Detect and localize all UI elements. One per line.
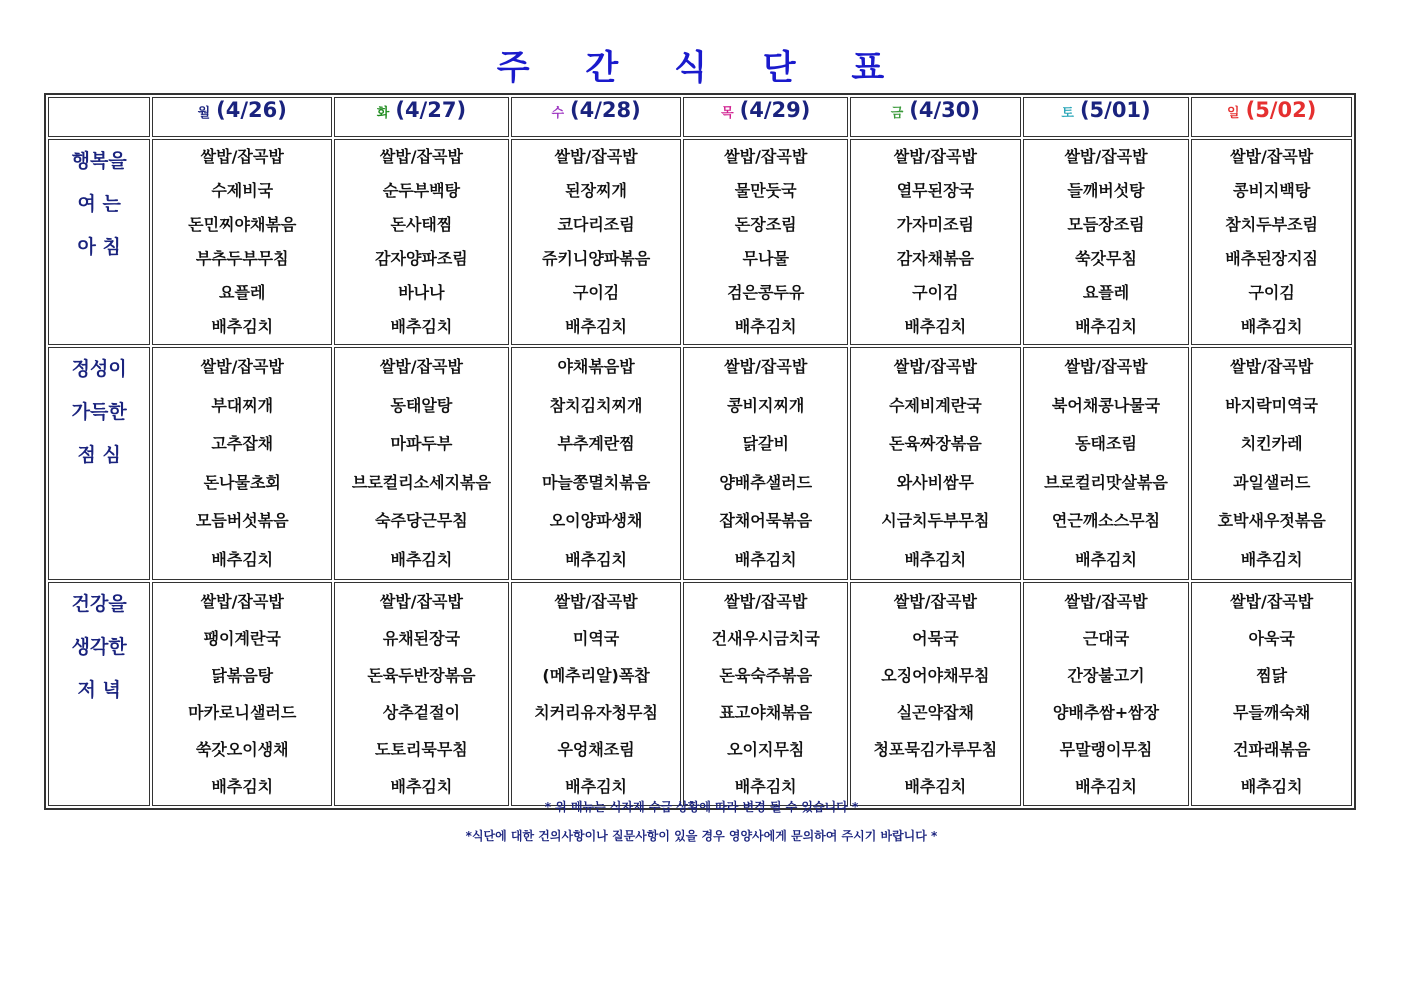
menu-item: 와사비쌈무 xyxy=(896,472,974,492)
menu-item: 배추김치 xyxy=(390,549,453,569)
menu-item: 배추김치 xyxy=(1240,317,1303,336)
weekly-menu-table xyxy=(44,93,1356,810)
meal-label-line: 가득한 xyxy=(71,401,127,423)
day-badge: 수 xyxy=(551,105,564,121)
menu-item: (메추리알)폭찹 xyxy=(542,666,650,685)
menu-item: 쌀밥/잡곡밥 xyxy=(200,147,284,166)
menu-item: 쌀밥/잡곡밥 xyxy=(1230,147,1314,166)
menu-cell xyxy=(334,347,509,580)
day-badge: 일 xyxy=(1227,105,1240,121)
menu-item: 콩비지찌개 xyxy=(727,395,805,415)
menu-item: 간장불고기 xyxy=(1067,666,1145,685)
menu-item: 배추김치 xyxy=(904,549,967,569)
day-header xyxy=(511,97,682,137)
footnote-change-notice: * 위 메뉴는 식자재 수급 상황에 따라 변경 될 수 있습니다 * xyxy=(544,800,859,814)
menu-item: 쌀밥/잡곡밥 xyxy=(893,147,977,166)
footnote-inquiry-notice: *식단에 대한 건의사항이나 질문사항이 있을 경우 영양사에게 문의하여 주시기 바랍니다 * xyxy=(465,829,938,843)
menu-cell xyxy=(683,347,848,580)
menu-item: 숙주당근무침 xyxy=(375,511,468,530)
menu-item: 쌀밥/잡곡밥 xyxy=(1064,147,1148,166)
menu-item: 미역국 xyxy=(572,629,620,648)
menu-cell xyxy=(850,347,1021,580)
menu-item: 청포묵김가루무침 xyxy=(873,740,998,759)
meal-label xyxy=(48,139,150,345)
menu-item: 돈육숙주볶음 xyxy=(719,666,813,685)
menu-cell xyxy=(511,139,682,345)
menu-item: 우엉채조림 xyxy=(557,740,635,759)
menu-item: 시금치두부무침 xyxy=(881,511,990,530)
menu-item: 모듬버섯볶음 xyxy=(195,511,289,530)
menu-item: 코다리조림 xyxy=(557,215,635,234)
menu-item: 열무된장국 xyxy=(896,181,974,200)
menu-cell xyxy=(1023,582,1190,806)
menu-item: 야채볶음밥 xyxy=(557,357,635,376)
menu-cell xyxy=(850,582,1021,806)
menu-item: 마파두부 xyxy=(390,434,453,453)
menu-cell xyxy=(152,139,332,345)
menu-item: 배추김치 xyxy=(1075,549,1137,569)
menu-item: 구이김 xyxy=(912,283,959,302)
menu-item: 무말랭이무침 xyxy=(1059,740,1153,759)
menu-item: 물만둣국 xyxy=(734,181,797,200)
menu-item: 쌀밥/잡곡밥 xyxy=(1064,592,1148,611)
day-header-sunday xyxy=(1191,97,1352,137)
menu-item: 배추된장지짐 xyxy=(1225,249,1319,268)
meal-label-line: 건강을 xyxy=(71,593,127,615)
menu-item: 수제비국 xyxy=(211,181,274,200)
menu-item: 배추김치 xyxy=(734,777,797,796)
day-date: (4/27) xyxy=(395,98,467,122)
menu-cell xyxy=(1191,139,1352,345)
day-header xyxy=(152,97,332,137)
menu-item: 아욱국 xyxy=(1248,629,1295,648)
header-row xyxy=(48,97,1352,137)
meal-row xyxy=(48,347,1352,580)
menu-item: 상추겉절이 xyxy=(382,703,461,722)
menu-item: 배추김치 xyxy=(390,777,453,796)
day-header xyxy=(683,97,848,137)
menu-item: 어묵국 xyxy=(912,629,959,648)
meal-label-line: 여 는 xyxy=(77,193,121,215)
menu-item: 건파래볶음 xyxy=(1233,740,1311,759)
menu-item: 부추두부무침 xyxy=(195,249,289,268)
menu-item: 참치김치찌개 xyxy=(549,395,643,415)
menu-item: 닭갈비 xyxy=(742,434,789,453)
menu-item: 치커리유자청무침 xyxy=(534,703,658,722)
menu-cell xyxy=(152,347,332,580)
menu-item: 과일샐러드 xyxy=(1233,472,1311,492)
menu-item: 치킨카레 xyxy=(1240,434,1303,453)
menu-item: 모듬장조림 xyxy=(1067,215,1145,234)
menu-item: 배추김치 xyxy=(1075,317,1137,336)
page-title: 주 간 식 단 표 xyxy=(496,48,907,88)
menu-item: 오이양파생채 xyxy=(549,511,643,530)
menu-item: 쌀밥/잡곡밥 xyxy=(1064,357,1148,376)
menu-item: 쌀밥/잡곡밥 xyxy=(1230,357,1314,376)
menu-item: 배추김치 xyxy=(1075,777,1137,796)
menu-item: 바지락미역국 xyxy=(1225,395,1319,415)
menu-item: 배추김치 xyxy=(211,777,274,796)
menu-item: 배추김치 xyxy=(211,317,274,336)
menu-item: 쌀밥/잡곡밥 xyxy=(893,357,977,376)
menu-item: 양배추샐러드 xyxy=(719,472,813,492)
menu-item: 고추잡채 xyxy=(211,434,274,453)
menu-item: 돈장조림 xyxy=(734,215,797,234)
menu-item: 부추계란찜 xyxy=(557,434,635,453)
menu-item: 동태알탕 xyxy=(390,395,453,415)
menu-item: 브로컬리소세지볶음 xyxy=(351,472,491,492)
menu-item: 동태조림 xyxy=(1075,434,1137,453)
menu-item: 쌀밥/잡곡밥 xyxy=(379,147,463,166)
menu-item: 배추김치 xyxy=(1240,549,1303,569)
menu-item: 쌀밥/잡곡밥 xyxy=(379,592,463,611)
menu-item: 배추김치 xyxy=(565,317,627,336)
menu-item: 쌀밥/잡곡밥 xyxy=(724,357,808,376)
menu-cell xyxy=(334,139,509,345)
menu-item: 쌀밥/잡곡밥 xyxy=(724,147,808,166)
menu-item: 근대국 xyxy=(1082,629,1130,648)
menu-item: 부대찌개 xyxy=(211,395,274,415)
menu-item: 배추김치 xyxy=(390,317,453,336)
menu-item: 도토리묵무침 xyxy=(375,740,468,759)
menu-cell xyxy=(1191,347,1352,580)
menu-item: 팽이계란국 xyxy=(203,629,281,648)
menu-cell xyxy=(1023,139,1190,345)
menu-item: 감자양파조림 xyxy=(375,249,468,268)
menu-item: 쌀밥/잡곡밥 xyxy=(893,592,977,611)
menu-item: 돈나물초회 xyxy=(203,472,281,492)
menu-item: 무나물 xyxy=(742,249,789,268)
menu-item: 연근깨소스무침 xyxy=(1051,511,1161,530)
menu-cell xyxy=(850,139,1021,345)
menu-item: 순두부백탕 xyxy=(382,181,461,200)
menu-item: 오이지무침 xyxy=(727,740,805,759)
menu-item: 쥬키니양파볶음 xyxy=(541,249,651,268)
day-badge: 금 xyxy=(890,105,904,121)
menu-item: 된장찌개 xyxy=(565,181,627,200)
day-header xyxy=(334,97,509,137)
menu-item: 배추김치 xyxy=(734,549,797,569)
menu-item: 실곤약잡채 xyxy=(896,703,974,722)
menu-item: 쑥갓무침 xyxy=(1075,249,1137,268)
meal-label xyxy=(48,347,150,580)
menu-item: 구이김 xyxy=(1248,283,1295,302)
menu-item: 무들깨숙채 xyxy=(1233,703,1311,722)
meal-label xyxy=(48,582,150,806)
menu-item: 표고야채볶음 xyxy=(719,703,813,722)
menu-item: 돈민찌야채볶음 xyxy=(188,215,297,234)
menu-item: 배추김치 xyxy=(904,317,967,336)
menu-item: 쑥갓오이생채 xyxy=(195,740,289,759)
menu-item: 쌀밥/잡곡밥 xyxy=(379,357,463,376)
day-date: (4/26) xyxy=(216,98,287,122)
day-badge: 월 xyxy=(197,105,211,121)
menu-cell xyxy=(683,139,848,345)
menu-item: 돈육짜장볶음 xyxy=(888,434,982,453)
menu-item: 배추김치 xyxy=(904,777,967,796)
menu-item: 검은콩두유 xyxy=(727,283,805,302)
menu-item: 쌀밥/잡곡밥 xyxy=(200,592,284,611)
menu-item: 수제비계란국 xyxy=(888,395,982,415)
menu-cell xyxy=(1023,347,1190,580)
day-date: (4/30) xyxy=(909,98,980,122)
meal-row xyxy=(48,139,1352,345)
menu-item: 닭볶음탕 xyxy=(211,666,274,685)
menu-item: 오징어야채무침 xyxy=(881,666,990,685)
day-badge: 토 xyxy=(1061,105,1074,121)
menu-item: 배추김치 xyxy=(565,777,627,796)
menu-item: 마늘쫑멸치볶음 xyxy=(541,472,651,492)
menu-cell xyxy=(152,582,332,806)
menu-item: 쌀밥/잡곡밥 xyxy=(724,592,808,611)
day-header xyxy=(850,97,1021,137)
menu-item: 배추김치 xyxy=(734,317,797,336)
menu-item: 구이김 xyxy=(572,283,620,302)
menu-item: 돈사태찜 xyxy=(390,215,453,234)
day-date: (5/01) xyxy=(1079,98,1151,122)
menu-item: 쌀밥/잡곡밥 xyxy=(200,357,284,376)
menu-item: 바나나 xyxy=(398,283,445,302)
menu-cell xyxy=(511,582,682,806)
menu-item: 잡채어묵볶음 xyxy=(719,511,813,530)
menu-item: 요플레 xyxy=(219,283,266,302)
meal-label-line: 생각한 xyxy=(71,636,127,658)
menu-item: 북어채콩나물국 xyxy=(1051,395,1161,415)
menu-item: 들깨버섯탕 xyxy=(1067,181,1145,200)
corner-cell xyxy=(48,97,150,137)
meal-label-line: 정성이 xyxy=(71,358,127,380)
day-date: (5/02) xyxy=(1245,98,1317,122)
day-badge: 화 xyxy=(376,105,390,121)
meal-label-line: 아 침 xyxy=(77,236,121,258)
menu-cell xyxy=(683,582,848,806)
day-header xyxy=(1023,97,1190,137)
menu-item: 호박새우젓볶음 xyxy=(1217,511,1326,530)
menu-item: 쌀밥/잡곡밥 xyxy=(554,592,638,611)
meal-label-line: 저 녁 xyxy=(77,679,121,701)
day-date: (4/29) xyxy=(739,98,811,122)
menu-item: 건새우시금치국 xyxy=(711,629,820,648)
menu-cell xyxy=(334,582,509,806)
meal-label-line: 점 심 xyxy=(77,444,121,466)
menu-item: 유채된장국 xyxy=(382,629,461,648)
menu-item: 감자채볶음 xyxy=(896,249,974,268)
menu-item: 돈육두반장볶음 xyxy=(367,666,476,685)
menu-item: 쌀밥/잡곡밥 xyxy=(1230,592,1314,611)
menu-cell xyxy=(511,347,682,580)
menu-item: 배추김치 xyxy=(565,549,627,569)
meal-label-line: 행복을 xyxy=(71,150,127,172)
menu-item: 마카로니샐러드 xyxy=(188,703,297,722)
menu-item: 배추김치 xyxy=(211,549,274,569)
day-badge: 목 xyxy=(721,105,734,121)
menu-item: 배추김치 xyxy=(1240,777,1303,796)
day-date: (4/28) xyxy=(570,98,641,122)
menu-item: 양배추쌈+쌈장 xyxy=(1052,703,1160,722)
menu-item: 가자미조림 xyxy=(896,215,974,234)
menu-item: 브로컬리맛살볶음 xyxy=(1044,472,1168,492)
menu-item: 콩비지백탕 xyxy=(1233,181,1311,200)
menu-item: 찜닭 xyxy=(1256,666,1288,685)
menu-cell xyxy=(1191,582,1352,806)
menu-item: 쌀밥/잡곡밥 xyxy=(554,147,638,166)
meal-row xyxy=(48,582,1352,806)
menu-item: 참치두부조림 xyxy=(1225,215,1319,234)
menu-item: 요플레 xyxy=(1082,283,1130,302)
